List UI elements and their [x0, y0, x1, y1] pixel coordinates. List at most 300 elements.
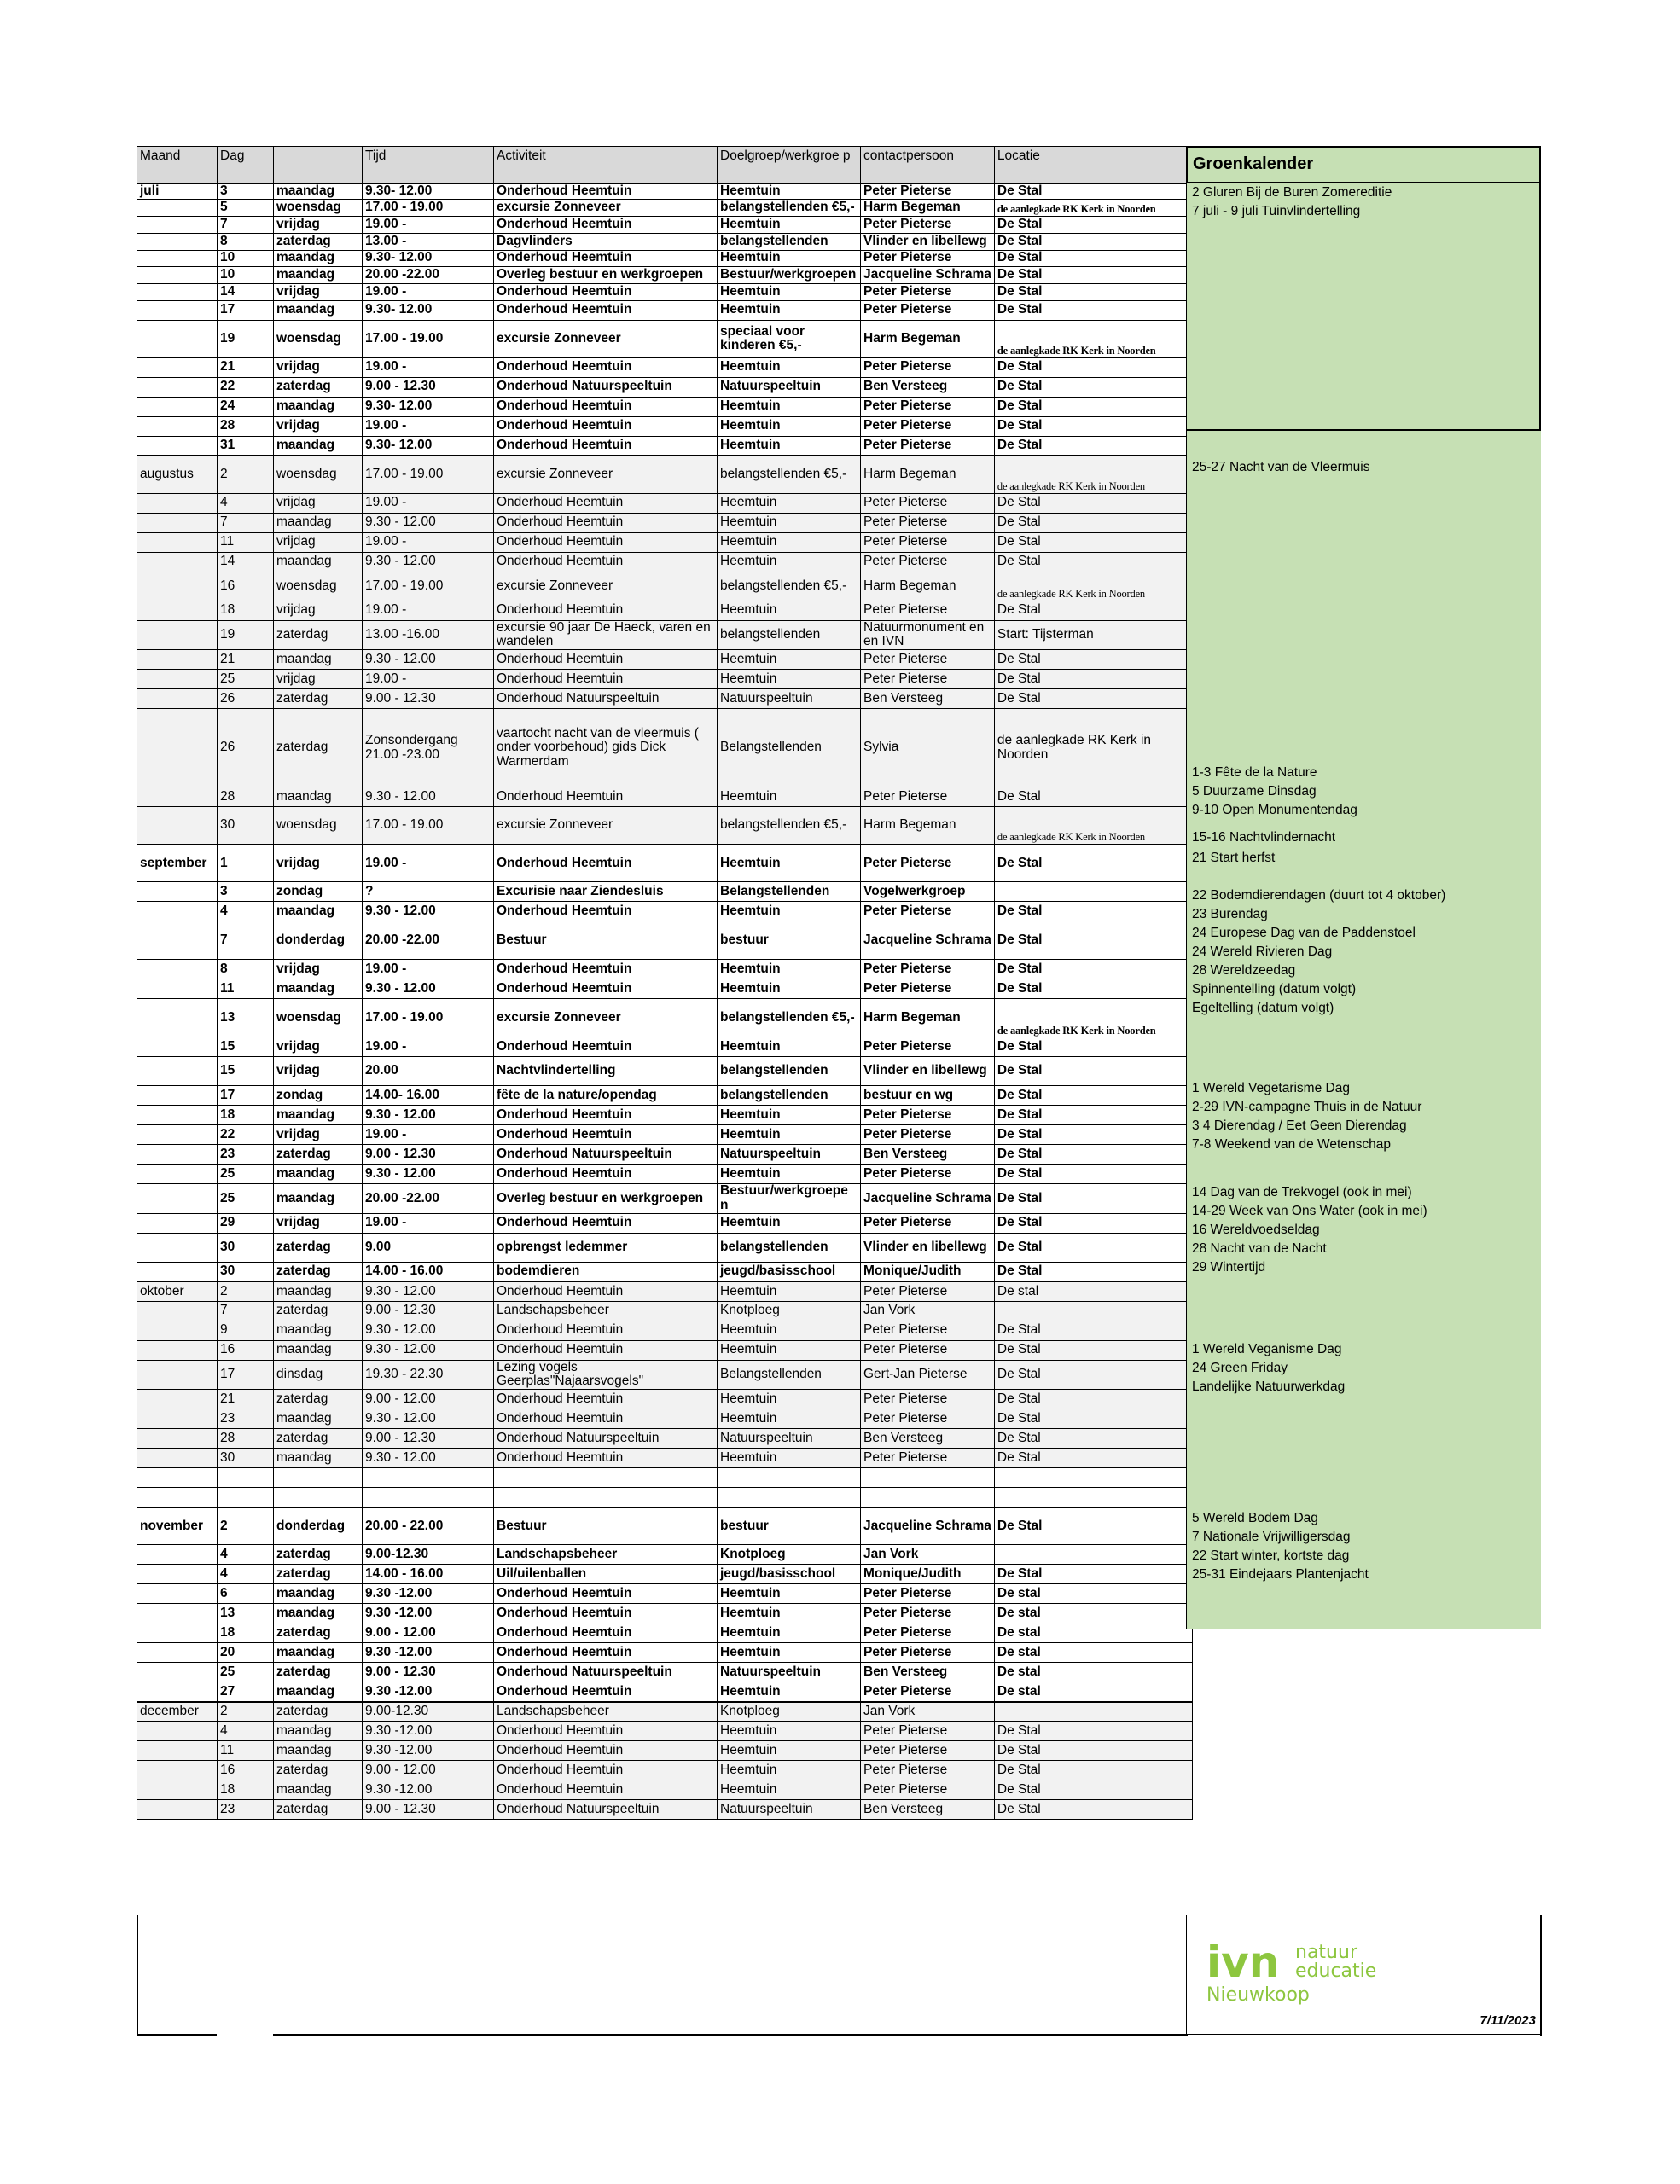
cell-maand [137, 300, 218, 320]
cell-dag: 26 [218, 689, 274, 709]
cell-doelgroep: Heemtuin [718, 845, 861, 882]
cell-dag: 4 [218, 1565, 274, 1584]
cell-activiteit: Onderhoud Heemtuin [494, 1106, 718, 1125]
cell-locatie [994, 1468, 1192, 1488]
cell-tijd: 9.30- 12.00 [363, 184, 494, 200]
cell-weekdag: zaterdag [274, 377, 363, 397]
cell-maand [137, 572, 218, 601]
cell-doelgroep: belangstellenden €5,- [718, 999, 861, 1037]
cell-dag: 3 [218, 184, 274, 200]
cell-maand [137, 1360, 218, 1389]
cell-maand [137, 1321, 218, 1340]
cell-maand [137, 1213, 218, 1233]
cell-activiteit: Landschapsbeheer [494, 1702, 718, 1722]
cell-weekdag: maandag [274, 1604, 363, 1623]
cell-weekdag: dinsdag [274, 1360, 363, 1389]
cell-dag: 5 [218, 199, 274, 216]
cell-contactpersoon: Peter Pieterse [861, 397, 995, 416]
table-row [137, 250, 1193, 266]
cell-weekdag: maandag [274, 436, 363, 456]
cell-tijd: 19.00 - [363, 493, 494, 513]
table-row [137, 283, 1193, 300]
cell-weekdag: maandag [274, 1281, 363, 1301]
cell-maand [137, 979, 218, 999]
cell-weekdag: vrijdag [274, 670, 363, 689]
cell-tijd: 9.30 - 12.00 [363, 902, 494, 921]
cell-weekdag: zaterdag [274, 1702, 363, 1722]
cell-tijd: 9.00 - 12.30 [363, 1663, 494, 1682]
table-row [137, 513, 1193, 532]
cell-locatie: De Stal [994, 1360, 1192, 1389]
cell-weekdag: vrijdag [274, 845, 363, 882]
cell-tijd: 9.30 -12.00 [363, 1722, 494, 1741]
cell-weekdag: maandag [274, 1584, 363, 1604]
cell-maand [137, 1429, 218, 1449]
cell-tijd: 20.00 - 22.00 [363, 1507, 494, 1545]
cell-doelgroep: Heemtuin [718, 1741, 861, 1761]
cell-tijd: 9.30 -12.00 [363, 1741, 494, 1761]
cell-weekdag: zaterdag [274, 689, 363, 709]
cell-locatie: Start: Tijsterman [994, 620, 1192, 649]
cell-doelgroep: Heemtuin [718, 902, 861, 921]
cell-activiteit: excursie Zonneveer [494, 199, 718, 216]
cell-doelgroep: Heemtuin [718, 787, 861, 807]
groenkalender-december [1186, 1509, 1541, 1629]
table-row [137, 979, 1193, 999]
groenkalender-item: 29 Wintertijd [1192, 1260, 1266, 1275]
cell-dag: 17 [218, 300, 274, 320]
cell-maand [137, 513, 218, 532]
cell-tijd: 17.00 - 19.00 [363, 456, 494, 493]
cell-tijd: 20.00 -22.00 [363, 921, 494, 960]
table-row [137, 902, 1193, 921]
cell-contactpersoon: Peter Pieterse [861, 1106, 995, 1125]
table-row [137, 493, 1193, 513]
cell-weekdag: vrijdag [274, 532, 363, 552]
cell-activiteit: Onderhoud Heemtuin [494, 1682, 718, 1702]
table-row [137, 1125, 1193, 1145]
groenkalender-item: 22 Bodemdierendagen (duurt tot 4 oktober) [1192, 888, 1446, 903]
cell-doelgroep: Heemtuin [718, 357, 861, 377]
cell-contactpersoon: Harm Begeman [861, 456, 995, 493]
cell-doelgroep [718, 1468, 861, 1488]
cell-doelgroep: Belangstellenden [718, 709, 861, 787]
cell-locatie: De Stal [994, 1057, 1192, 1086]
cell-locatie: de aanlegkade RK Kerk in Noorden [994, 199, 1192, 216]
cell-maand [137, 1145, 218, 1165]
cell-contactpersoon: Peter Pieterse [861, 1604, 995, 1623]
table-row [137, 1604, 1193, 1623]
cell-tijd: 19.00 - [363, 283, 494, 300]
cell-doelgroep: Heemtuin [718, 184, 861, 200]
groenkalender-item: 23 Burendag [1192, 907, 1268, 921]
cell-tijd: 9.00 - 12.30 [363, 1429, 494, 1449]
table-row [137, 620, 1193, 649]
cell-tijd: 9.00 - 12.30 [363, 1800, 494, 1820]
cell-activiteit: Onderhoud Natuurspeeltuin [494, 1800, 718, 1820]
cell-activiteit: Onderhoud Heemtuin [494, 357, 718, 377]
cell-doelgroep: belangstellenden [718, 1086, 861, 1106]
cell-dag: 28 [218, 1429, 274, 1449]
cell-locatie: De stal [994, 1663, 1192, 1682]
cell-weekdag: vrijdag [274, 357, 363, 377]
cell-activiteit: Onderhoud Heemtuin [494, 601, 718, 620]
cell-doelgroep: Heemtuin [718, 1409, 861, 1429]
cell-doelgroep: jeugd/basisschool [718, 1262, 861, 1281]
cell-doelgroep: Heemtuin [718, 670, 861, 689]
cell-weekdag: vrijdag [274, 1213, 363, 1233]
cell-weekdag: maandag [274, 1682, 363, 1702]
cell-tijd: 17.00 - 19.00 [363, 320, 494, 357]
groenkalender-item: 16 Wereldvoedseldag [1192, 1223, 1320, 1237]
cell-doelgroep: belangstellenden €5,- [718, 199, 861, 216]
cell-activiteit: excursie 90 jaar De Haeck, varen en wandelen [494, 620, 718, 649]
cell-activiteit: Onderhoud Heemtuin [494, 1281, 718, 1301]
cell-maand [137, 1800, 218, 1820]
cell-maand [137, 1037, 218, 1057]
table-row [137, 1643, 1193, 1663]
cell-tijd: 17.00 - 19.00 [363, 999, 494, 1037]
cell-contactpersoon: Jacqueline Schrama [861, 1507, 995, 1545]
cell-contactpersoon: Peter Pieterse [861, 979, 995, 999]
cell-doelgroep: Heemtuin [718, 1761, 861, 1780]
cell-contactpersoon: Peter Pieterse [861, 493, 995, 513]
cell-dag: 25 [218, 1165, 274, 1184]
cell-tijd: 17.00 - 19.00 [363, 807, 494, 845]
cell-weekdag: maandag [274, 902, 363, 921]
cell-doelgroep: Heemtuin [718, 1321, 861, 1340]
cell-tijd: 17.00 - 19.00 [363, 199, 494, 216]
table-row [137, 1507, 1193, 1545]
table-body [137, 184, 1193, 1820]
cell-doelgroep: Heemtuin [718, 1643, 861, 1663]
cell-doelgroep: Natuurspeeltuin [718, 1663, 861, 1682]
cell-activiteit: Onderhoud Heemtuin [494, 300, 718, 320]
cell-activiteit: Onderhoud Natuurspeeltuin [494, 1663, 718, 1682]
cell-dag: 4 [218, 493, 274, 513]
cell-dag: 6 [218, 1584, 274, 1604]
cell-activiteit: Onderhoud Heemtuin [494, 1409, 718, 1429]
cell-locatie: De Stal [994, 1507, 1192, 1545]
cell-dag: 24 [218, 397, 274, 416]
cell-activiteit: Overleg bestuur en werkgroepen [494, 266, 718, 283]
cell-activiteit: Onderhoud Heemtuin [494, 1340, 718, 1360]
cell-dag: 10 [218, 250, 274, 266]
cell-contactpersoon: Peter Pieterse [861, 1321, 995, 1340]
table-row [137, 1623, 1193, 1643]
groenkalender-item: 1 Wereld Veganisme Dag [1192, 1342, 1342, 1356]
table-row [137, 1281, 1193, 1301]
cell-weekdag: zaterdag [274, 620, 363, 649]
cell-maand [137, 1449, 218, 1468]
cell-weekdag [274, 1488, 363, 1507]
logo-mark: ivn [1206, 1939, 1280, 1987]
cell-tijd: 20.00 -22.00 [363, 266, 494, 283]
logo-line2: educatie [1295, 1960, 1377, 1982]
cell-doelgroep: Heemtuin [718, 552, 861, 572]
cell-contactpersoon: Peter Pieterse [861, 300, 995, 320]
cell-activiteit: vaartocht nacht van de vleermuis ( onder voorbehoud) gids Dick Warmerdam [494, 709, 718, 787]
table-row [137, 1780, 1193, 1800]
table-row [137, 532, 1193, 552]
cell-maand [137, 620, 218, 649]
cell-activiteit: opbrengst ledemmer [494, 1233, 718, 1262]
cell-doelgroep: belangstellenden [718, 233, 861, 250]
cell-locatie: De Stal [994, 1165, 1192, 1184]
cell-weekdag: maandag [274, 1340, 363, 1360]
cell-contactpersoon: Gert-Jan Pieterse [861, 1360, 995, 1389]
cell-locatie: De Stal [994, 513, 1192, 532]
cell-maand [137, 1565, 218, 1584]
cell-maand [137, 670, 218, 689]
cell-activiteit: excursie Zonneveer [494, 456, 718, 493]
cell-maand [137, 1643, 218, 1663]
cell-dag: 7 [218, 921, 274, 960]
cell-doelgroep: Belangstellenden [718, 1360, 861, 1389]
groenkalender-item: 25-27 Nacht van de Vleermuis [1192, 460, 1370, 474]
table-row [137, 377, 1193, 397]
cell-maand [137, 807, 218, 845]
cell-locatie [994, 882, 1192, 902]
cell-doelgroep: Heemtuin [718, 493, 861, 513]
cell-dag: 17 [218, 1086, 274, 1106]
cell-dag: 7 [218, 1301, 274, 1321]
cell-doelgroep: Knotploeg [718, 1702, 861, 1722]
cell-locatie: de aanlegkade RK Kerk in Noorden [994, 999, 1192, 1037]
cell-locatie: De Stal [994, 397, 1192, 416]
cell-tijd: 13.00 -16.00 [363, 620, 494, 649]
groenkalender-item: 2 Gluren Bij de Buren Zomereditie [1192, 185, 1392, 200]
cell-contactpersoon: Jacqueline Schrama [861, 921, 995, 960]
cell-doelgroep: Heemtuin [718, 1682, 861, 1702]
table-row [137, 184, 1193, 200]
cell-contactpersoon: Peter Pieterse [861, 1037, 995, 1057]
cell-dag: 18 [218, 1623, 274, 1643]
cell-dag: 16 [218, 572, 274, 601]
groenkalender-item: 24 Europese Dag van de Paddenstoel [1192, 926, 1416, 940]
logo-place: Nieuwkoop [1206, 1984, 1310, 2006]
table-row [137, 572, 1193, 601]
table-row [137, 1761, 1193, 1780]
cell-doelgroep: Heemtuin [718, 436, 861, 456]
cell-weekdag: maandag [274, 1409, 363, 1429]
cell-dag: 30 [218, 807, 274, 845]
cell-doelgroep: speciaal voor kinderen €5,- [718, 320, 861, 357]
cell-activiteit: Onderhoud Heemtuin [494, 250, 718, 266]
table-row [137, 1145, 1193, 1165]
cell-locatie: De Stal [994, 266, 1192, 283]
cell-contactpersoon: Ben Versteeg [861, 1663, 995, 1682]
groenkalender-item: 5 Duurzame Dinsdag [1192, 784, 1317, 799]
cell-locatie: De Stal [994, 1390, 1192, 1409]
cell-contactpersoon: Jacqueline Schrama [861, 266, 995, 283]
cell-dag: 26 [218, 709, 274, 787]
cell-weekdag: woensdag [274, 807, 363, 845]
cell-activiteit: Onderhoud Heemtuin [494, 650, 718, 670]
cell-doelgroep: Natuurspeeltuin [718, 1800, 861, 1820]
cell-contactpersoon: Jan Vork [861, 1702, 995, 1722]
groenkalender-item: Egeltelling (datum volgt) [1192, 1001, 1334, 1015]
cell-maand [137, 709, 218, 787]
cell-dag: 1 [218, 845, 274, 882]
cell-contactpersoon [861, 1468, 995, 1488]
cell-weekdag: maandag [274, 1165, 363, 1184]
cell-maand [137, 787, 218, 807]
cell-maand [137, 1409, 218, 1429]
cell-dag: 13 [218, 999, 274, 1037]
cell-weekdag: vrijdag [274, 493, 363, 513]
cell-weekdag: maandag [274, 250, 363, 266]
cell-dag: 2 [218, 1507, 274, 1545]
cell-weekdag: vrijdag [274, 216, 363, 233]
table-row [137, 1262, 1193, 1281]
cell-dag: 10 [218, 266, 274, 283]
table-row [137, 199, 1193, 216]
table-row [137, 960, 1193, 979]
cell-doelgroep: Heemtuin [718, 1213, 861, 1233]
cell-locatie: De Stal [994, 357, 1192, 377]
cell-tijd: 9.00 - 12.30 [363, 377, 494, 397]
cell-tijd: 9.30- 12.00 [363, 300, 494, 320]
cell-contactpersoon: bestuur en wg [861, 1086, 995, 1106]
cell-maand [137, 902, 218, 921]
cell-tijd: 19.00 - [363, 960, 494, 979]
cell-contactpersoon: Peter Pieterse [861, 1722, 995, 1741]
table-row [137, 1165, 1193, 1184]
cell-dag: 17 [218, 1360, 274, 1389]
cell-dag: 31 [218, 436, 274, 456]
table-row [137, 1213, 1193, 1233]
cell-maand [137, 532, 218, 552]
cell-doelgroep: Bestuur/werkgroepen [718, 266, 861, 283]
groenkalender-item: 28 Wereldzeedag [1192, 963, 1296, 978]
cell-dag: 16 [218, 1761, 274, 1780]
cell-maand [137, 377, 218, 397]
cell-contactpersoon: Peter Pieterse [861, 1780, 995, 1800]
cell-weekdag: zaterdag [274, 1301, 363, 1321]
cell-locatie: De Stal [994, 650, 1192, 670]
cell-activiteit: Onderhoud Heemtuin [494, 979, 718, 999]
cell-weekdag: maandag [274, 1184, 363, 1213]
cell-maand [137, 1623, 218, 1643]
footer [137, 1915, 1541, 2036]
cell-dag: 11 [218, 532, 274, 552]
table-row [137, 1584, 1193, 1604]
cell-dag: 19 [218, 320, 274, 357]
cell-activiteit: Onderhoud Heemtuin [494, 787, 718, 807]
cell-maand [137, 1390, 218, 1409]
cell-locatie: de aanlegkade RK Kerk in Noorden [994, 572, 1192, 601]
cell-activiteit: Landschapsbeheer [494, 1545, 718, 1565]
cell-doelgroep: Heemtuin [718, 1722, 861, 1741]
col-header-weekdag [274, 147, 363, 184]
cell-doelgroep: Heemtuin [718, 532, 861, 552]
cell-dag: 4 [218, 1545, 274, 1565]
table-row [137, 709, 1193, 787]
cell-doelgroep: Heemtuin [718, 979, 861, 999]
cell-maand [137, 1165, 218, 1184]
cell-activiteit: Onderhoud Natuurspeeltuin [494, 1429, 718, 1449]
cell-doelgroep: Heemtuin [718, 1037, 861, 1057]
cell-contactpersoon: Peter Pieterse [861, 787, 995, 807]
cell-activiteit: Onderhoud Heemtuin [494, 513, 718, 532]
table-row [137, 397, 1193, 416]
cell-dag: 11 [218, 979, 274, 999]
cell-activiteit: Onderhoud Heemtuin [494, 1761, 718, 1780]
cell-activiteit: Onderhoud Heemtuin [494, 493, 718, 513]
table-row [137, 1800, 1193, 1820]
cell-doelgroep: belangstellenden [718, 1057, 861, 1086]
cell-maand [137, 283, 218, 300]
cell-locatie [994, 1301, 1192, 1321]
cell-doelgroep: Heemtuin [718, 513, 861, 532]
groenkalender-item: 7-8 Weekend van de Wetenschap [1192, 1137, 1391, 1152]
cell-tijd: 19.00 - [363, 532, 494, 552]
table-row [137, 1340, 1193, 1360]
cell-maand [137, 650, 218, 670]
cell-locatie: De Stal [994, 1741, 1192, 1761]
cell-tijd: 9.30 - 12.00 [363, 1106, 494, 1125]
cell-activiteit: Onderhoud Heemtuin [494, 216, 718, 233]
cell-activiteit: Uil/uilenballen [494, 1565, 718, 1584]
table-row [137, 1184, 1193, 1213]
cell-maand [137, 689, 218, 709]
cell-doelgroep: Heemtuin [718, 1584, 861, 1604]
groenkalender-item: 24 Wereld Rivieren Dag [1192, 944, 1333, 959]
cell-tijd: 19.00 - [363, 1125, 494, 1145]
cell-activiteit: Onderhoud Heemtuin [494, 960, 718, 979]
cell-activiteit: Onderhoud Heemtuin [494, 1125, 718, 1145]
cell-dag: 20 [218, 1643, 274, 1663]
table-row [137, 1741, 1193, 1761]
cell-contactpersoon: Peter Pieterse [861, 513, 995, 532]
cell-contactpersoon: Peter Pieterse [861, 1213, 995, 1233]
groenkalender-title: Groenkalender [1186, 146, 1541, 183]
cell-contactpersoon: Harm Begeman [861, 807, 995, 845]
cell-locatie: De Stal [994, 1722, 1192, 1741]
cell-tijd: 9.30 - 12.00 [363, 1165, 494, 1184]
cell-tijd: 9.30 -12.00 [363, 1584, 494, 1604]
cell-doelgroep: belangstellenden €5,- [718, 456, 861, 493]
groenkalender-item: 1-3 Fête de la Nature [1192, 765, 1317, 780]
cell-activiteit: Onderhoud Heemtuin [494, 1643, 718, 1663]
cell-activiteit: fête de la nature/opendag [494, 1086, 718, 1106]
cell-maand [137, 1468, 218, 1488]
cell-doelgroep: Knotploeg [718, 1301, 861, 1321]
cell-dag: 14 [218, 552, 274, 572]
cell-doelgroep [718, 1488, 861, 1507]
cell-locatie: De stal [994, 1623, 1192, 1643]
cell-dag: 18 [218, 1106, 274, 1125]
cell-maand [137, 882, 218, 902]
table-header-row [137, 147, 1193, 184]
cell-dag: 2 [218, 1281, 274, 1301]
cell-doelgroep: Heemtuin [718, 416, 861, 436]
groenkalender-item: 15-16 Nachtvlindernacht [1192, 830, 1336, 845]
cell-contactpersoon: Harm Begeman [861, 999, 995, 1037]
cell-locatie: de aanlegkade RK Kerk in Noorden [994, 320, 1192, 357]
cell-contactpersoon: Harm Begeman [861, 199, 995, 216]
cell-doelgroep: Heemtuin [718, 1449, 861, 1468]
cell-activiteit: Onderhoud Heemtuin [494, 532, 718, 552]
table-row [137, 320, 1193, 357]
cell-maand [137, 921, 218, 960]
cell-locatie: De Stal [994, 601, 1192, 620]
cell-dag: 22 [218, 1125, 274, 1145]
table-row [137, 1233, 1193, 1262]
cell-dag: 16 [218, 1340, 274, 1360]
cell-activiteit: Landschapsbeheer [494, 1301, 718, 1321]
